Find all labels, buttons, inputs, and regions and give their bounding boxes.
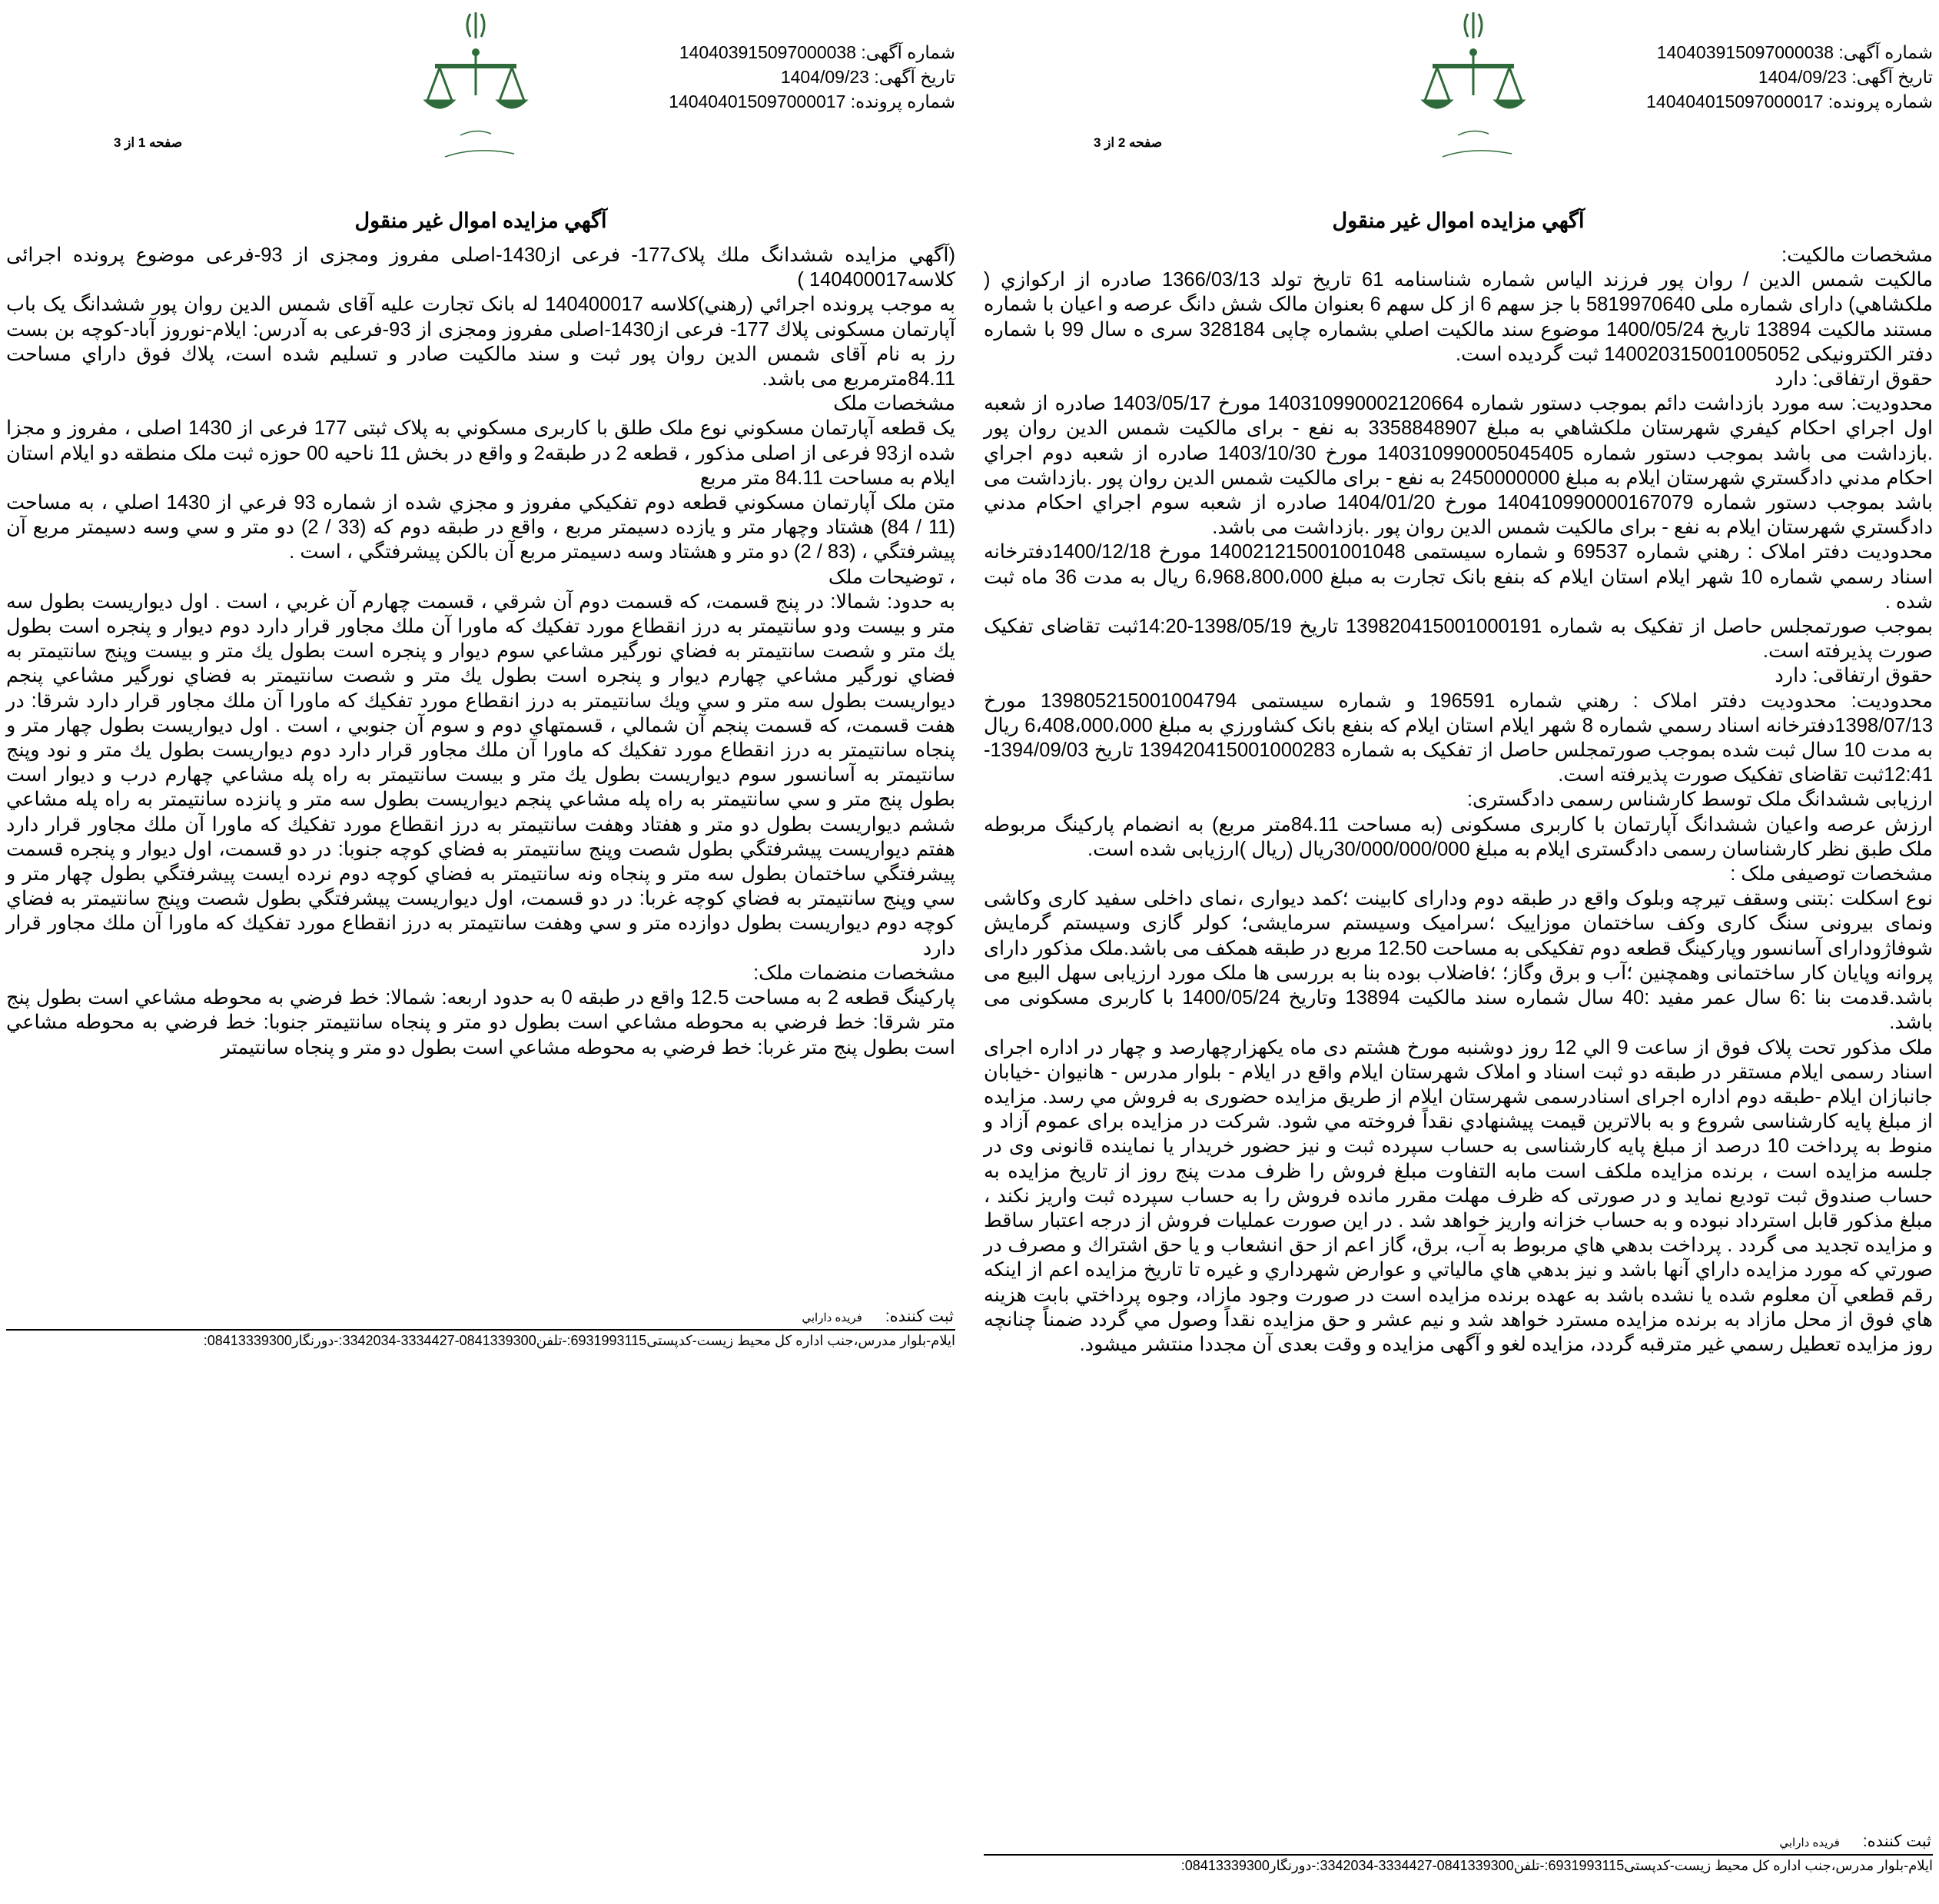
notice-title: آگهي مزايده اموال غير منقول (354, 209, 607, 232)
notice-paragraph: مشخصات ملک (833, 393, 955, 415)
notice-paragraph: نوع اسکلت :بتنی وسقف تیرچه وبلوک واقع در طبقه دوم ودارای کابینت ؛کمد دیواری ،نمای داخلی سفید کاری وکاشی ونمای بیرونی سنگ کاری وکف ساختمان موزاییک ؛سرامیک وسیستم سرمایشی؛ کولر گازی وسیستم گرمایش شوفاژودارای آسانسور وپارکینگ قطعه دوم تفکیکی به مساحت 12.50 مربع در طبقه همکف می باشد.ملک مذکور دارای پروانه وپایان کار ساختمانی وهمچنین ؛آب و برق وگاز؛ ؛فاضلاب بوده بنا به بررسی ها ملک مورد ارزیابی سهل البیع می باشد.قدمت بنا :6 سال عمر مفید :40 سال شماره سند مالکیت 13894 وتاریخ 1400/05/24 با کاربری مسکونی می باشد. (984, 888, 1934, 1034)
notice-paragraph: به حدود: شمالا: در پنج قسمت، كه قسمت دوم آن شرقي ، قسمت چهارم آن غربي ، است . اول ديواريست بطول سه متر و بيست ودو سانتيمتر به درز انقطاع مورد تفكيك كه ماورا آن ملك مجاور قرار دارد دوم ديوار و پنجره است بطول يك متر و شصت سانتيمتر به فضاي نورگير مشاعي سوم ديوار و پنجره است بطول يك متر و بيست وپنج سانتيمتر به فضاي نورگير مشاعي چهارم ديوار و پنجره است بطول يك متر و شصت سانتيمتر به فضاي نورگير مشاعي پنجم ديواريست بطول سه متر و سي ويك سانتيمتر به درز انقطاع مورد تفكيك كه ماورا آن ملك مجاور قرار دارد شرقا: در هفت قسمت، كه قسمت پنجم آن شمالي ، قسمتهاي دوم و سوم آن جنوبي ، است . اول ديواريست بطول چهار متر و پنجاه سانتيمتر به درز انقطاع مورد تفكيك كه ماورا آن ملك مجاور قرار دارد دوم ديواريست بطول يك متر و نود وپنج سانتيمتر به آسانسور سوم ديواريست بطول يك متر و بيست سانتيمتر به راه پله مشاعي چهارم درب و ديوار است بطول پنج متر و سي سانتيمتر به راه پله مشاعي پنجم ديواريست بطول سه متر و پانزده سانتيمتر به راه پله مشاعي ششم ديواريست بطول دو متر و هفتاد وهفت سانتيمتر به درز انقطاع مورد تفكيك كه ماورا آن ملك مجاور قرار دارد هفتم ديواريست پيشرفتگي بطول شصت وپنج سانتيمتر به فضاي كوچه جنوبا: در دو قسمت، اول ديوار و پنجره قسمت پيشرفتگي ساختمان بطول سه متر و پنجاه ونه سانتيمتر به فضاي كوچه دوم نرده ايست پيشرفتگي بطول چهار متر و سي وپنج سانتيمتر به فضاي كوچه غربا: در دو قسمت، اول ديواريست پيشرفتگي بطول شصت وپنج سانتيمتر به فضاي كوچه دوم ديواريست بطول دوازده متر و سي وهفت سانتيمتر به درز انقطاع مورد تفكيك كه ماورا آن ملك مجاور قرار دارد (6, 590, 955, 959)
notice-paragraph: محدودیت: سه مورد بازداشت دائم بموجب دستور شماره 140310990002120664 مورخ 1403/05/17 صادره از شعبه اول اجراي احكام كيفري شهرستان ملكشاهي به مبلغ 3358848907 به نفع - برای مالکیت شمس الدین روان پور .بازداشت می باشد بموجب دستور شماره 140310990005045405 مورخ 1403/10/30 صادره از شعبه دوم اجراي احكام مدني دادگستري شهرستان ايلام به مبلغ 2450000000 به نفع - برای مالکیت شمس الدین روان پور .بازداشت می باشد بموجب دستور شماره 140410990000167079 مورخ 1404/01/20 صادره از شعبه سوم اجراي احكام مدني دادگستري شهرستان ايلام به نفع - برای مالکیت شمس الدین روان پور .بازداشت می باشد. (984, 393, 1934, 539)
notice-footer (6, 1307, 955, 1349)
notice-header-info (1646, 40, 1933, 114)
notice-page-2 (984, 0, 1933, 1904)
registrar-name: فريده دارابي (1779, 1836, 1840, 1849)
notice-footer (984, 1832, 1933, 1874)
ad-number: شماره آگهی: 140403915097000038 (1656, 42, 1933, 62)
notice-paragraph: مالکیت شمس الدین / روان پور فرزند الیاس شماره شناسنامه 61 تاریخ تولد 1366/03/13 صادره از ارکوازي ( ملکشاهي) دارای شماره ملی 5819970640 با جز سهم 6 از کل سهم 6 بعنوان مالک شش دانگ عرصه و اعیان با شماره مستند مالکیت 13894 تاریخ 1400/05/24 موضوع سند مالکیت اصلي بشماره چاپی 328184 سری ه سال 99 با شماره دفتر الکترونیکی 140020315001005052 ثبت گردیده است. (984, 269, 1934, 365)
footer-divider (6, 1329, 955, 1331)
notice-paragraph: متن ملک آپارتمان مسکوني قطعه دوم تفكيكي مفروز و مجزي شده از شماره 93 فرعي از 1430 اصلي ، به مساحت (11 / 84) هشتاد وچهار متر و یازده دسیمتر مربع ، واقع در طبقه دوم كه (33 / 2) دو متر و سي وسه دسیمتر مربع آن پيشرفتگي ، (83 / 2) دو متر و هشتاد وسه دسیمتر مربع آن بالكن پيشرفتگي ، است . (6, 492, 955, 563)
registrar-name: فريده دارابي (802, 1311, 862, 1324)
registrar-label: ثبت کننده: (1862, 1833, 1931, 1850)
notice-header-info (669, 40, 955, 114)
notice-paragraph: مشخصات توصیفی ملک : (1730, 863, 1933, 886)
notice-paragraph: ارزیابی ششدانگ ملک توسط کارشناس رسمی دادگستری: (1466, 789, 1933, 811)
notice-paragraph: ، توضیحات ملک (828, 566, 955, 588)
notice-paragraph: حقوق ارتفاقی: دارد (1775, 665, 1933, 687)
notice-paragraph: یک قطعه آپارتمان مسکوني نوع ملک طلق با کاربری مسکوني به پلاک ثبتی 177 فرعی از 1430 اصلی ، مفروز و مجزا شده از93 فرعی از اصلی مذکور ، قطعه 2 در طبقه2 و واقع در بخش 11 ناحیه 00 حوزه ثبت ملک منطقه دو ایلام استان ایلام به مساحت 84.11 متر مربع (6, 417, 956, 489)
notice-paragraph: ملک مذکور تحت پلاک فوق از ساعت 9 الي 12 روز دوشنبه مورخ هشتم دی ماه یکهزارچهارصد و چهار در اداره اجرای اسناد رسمی ایلام مستقر در طبقه دو ثبت اسناد و املاک شهرستان ایلام واقع در ایلام - بلوار مدرس - هانیوان -خیابان جانبازان ایلام -طبقه دوم اداره اجرای اسنادرسمی شهرستان ایلام از طريق مزايده حضوری به فروش مي رسد. مزایده از مبلغ پایه کارشناسی شروع و به بالاترین قیمت پیشنهادي نقداً فروخته مي شود. شرکت در مزایده برای عموم آزاد و منوط به پرداخت 10 درصد از مبلغ پایه کارشناسی به حساب سپرده ثبت و نیز حضور خریدار یا نماینده قانونی وی در جلسه مزایده است ، برنده مزایده ملکف است مابه التفاوت مبلغ فروش را ظرف مدت پنج روز از تاریخ مزایده به حساب صندوق ثبت تودیع نماید و در صورتی که ظرف مهلت مقرر مانده فروش را به حساب سپرده ثبت واریز نکند ، مبلغ مذکور قابل استرداد نبوده و به حساب خزانه واریز خواهد شد . در این صورت عملیات فروش از درجه اعتبار ساقط و مزایده تجدید می گردد . پرداخت بدهي هاي مربوط به آب، برق، گاز اعم از حق انشعاب و یا حق اشتراك و مصرف در صورتي كه مورد مزايده داراي آنها باشد و نيز بدهي هاي مالياتي و عوارض شهرداري و غيره تا تاريخ مزايده اعم از اينكه رقم قطعي آن معلوم شده يا نشده باشد به عهده برنده مزايده است در صورت وجود مازاد، وجوه پرداختي بابت هزينه هاي فوق از محل مازاد به برنده مزايده مسترد خواهد شد و نيم عشر و حق مزايده نقداً وصول مي گردد ضمناً چنانچه روز مزايده تعطيل رسمي غير مترقبه گردد، مزایده لغو و آگهی مزایده و وقت بعدی آن مجددا منتشر میشود. (984, 1036, 1933, 1355)
judiciary-scales-logo-icon (1416, 5, 1531, 170)
notice-paragraph: حقوق ارتفاقی: دارد (1775, 368, 1933, 390)
ad-number: شماره آگهی: 140403915097000038 (679, 42, 955, 62)
registrar-label: ثبت کننده: (885, 1308, 954, 1325)
notice-paragraph: (آگهي مزايده ششدانگ ملك پلاک177- فرعی از1430-اصلی مفروز ومجزی از 93-فرعی موضوع پرونده اجرائی کلاسه140400017 ) (6, 244, 956, 291)
office-address: ایلام-بلوار مدرس،جنب اداره کل محیط زیست-کدپستی6931993115:-تلفن0841339300-3334427-3342034:-دورنگار08413339300: (203, 1333, 955, 1348)
notice-paragraph: ارزش عرصه واعیان ششدانگ آپارتمان با کاربری مسکونی (به مساحت 84.11متر مربع) به انضمام پارکینگ مربوطه ملک طبق نظر کارشناسان رسمی دادگستری ایلام به مبلغ 30/000/000/000ریال (ریال )ارزیابی شده است. (984, 813, 1933, 860)
notice-paragraph: به موجب پرونده اجرائي (رهني)كلاسه 140400017 له بانک تجارت علیه آقای شمس الدین روان پور ششدانگ یک باب آپارتمان مسکونی پلاك 177- فرعی از1430-اصلی مفروز ومجزی از 93-فرعی به آدرس: ایلام-نوروز آباد-کوچه بن بست رز به نام آقای شمس الدین روان پور ثبت و سند مالكيت صادر و تسليم شده است، پلاك فوق داراي مساحت 84.11مترمربع می باشد. (6, 294, 956, 390)
notice-paragraph: مشخصات مالکیت: (1781, 244, 1933, 266)
notice-title: آگهي مزايده اموال غير منقول (1332, 209, 1585, 232)
notice-paragraph: محدودیت: محدودیت دفتر املاک : رهني شماره 196591 و شماره سیستمی 139805215001004794 مورخ 1398/07/13دفترخانه اسناد رسمي شماره 8 شهر ايلام استان ايلام كه بنفع بانک کشاورزي به مبلغ 6،408،000،000 ریال به مدت 10 سال ثبت شده بموجب صورتمجلس حاصل از تفکیک به شماره 139420415001000283 تاریخ 1394/09/03-12:41ثبت تقاضای تفکیک صورت پذیرفته است. (984, 689, 1933, 786)
file-number: شماره پرونده: 140404015097000017 (669, 91, 955, 111)
office-address: ایلام-بلوار مدرس،جنب اداره کل محیط زیست-کدپستی6931993115:-تلفن0841339300-3334427-3342034:-دورنگار08413339300: (1180, 1858, 1933, 1873)
notice-body (984, 243, 1933, 1357)
ad-date: تاریخ آگهی: 1404/09/23 (1758, 67, 1933, 87)
logo (1416, 5, 1531, 170)
page-label: صفحه 2 از 3 (1094, 135, 1163, 150)
notice-paragraph: بموجب صورتمجلس حاصل از تفکیک به شماره 139820415001000191 تاریخ 1398/05/19-14:20ثبت تقاضای تفکیک صورت پذیرفته است. (984, 616, 1933, 663)
footer-divider (984, 1854, 1933, 1856)
notice-paragraph: محدودیت دفتر املاک : رهني شماره 69537 و شماره سیستمی 140021215001001048 مورخ 1400/12/18دفترخانه اسناد رسمي شماره 10 شهر ايلام استان ايلام كه بنفع بانک تجارت به مبلغ 6،968،800،000 ریال به مدت 36 ماه ثبت شده . (984, 541, 1933, 613)
notice-page-1 (6, 0, 955, 1904)
notice-paragraph: مشخصات منضمات ملک: (753, 962, 955, 984)
notice-body (6, 243, 955, 1060)
judiciary-scales-logo-icon (418, 5, 533, 170)
logo (418, 5, 533, 170)
file-number: شماره پرونده: 140404015097000017 (1646, 91, 1933, 111)
notice-paragraph: پارکینگ قطعه 2 به مساحت 12.5 واقع در طبقه 0 به حدود اربعه: شمالا: خط فرضي به محوطه مشاعي است بطول پنج متر شرقا: خط فرضي به محوطه مشاعي است بطول دو متر و پنجاه سانتيمتر جنوبا: خط فرضي به محوطه مشاعي است بطول پنج متر غربا: خط فرضي به محوطه مشاعي است بطول دو متر و پنجاه سانتيمتر (6, 987, 955, 1058)
ad-date: تاریخ آگهی: 1404/09/23 (780, 67, 955, 87)
page-label: صفحه 1 از 3 (114, 135, 183, 150)
